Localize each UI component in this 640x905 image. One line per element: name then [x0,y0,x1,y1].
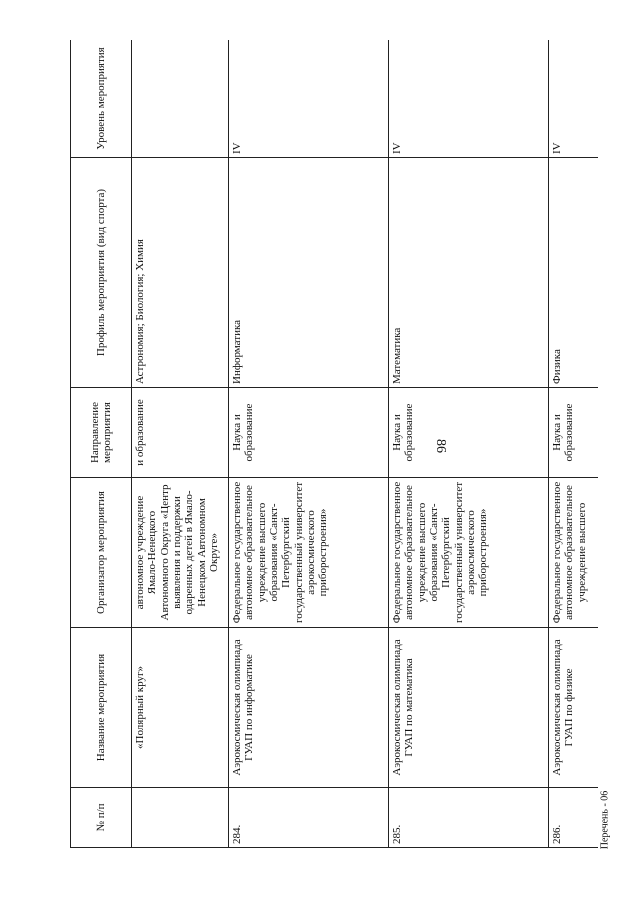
row-organizer: автономное учреждение Ямало-Ненецкого Автономного Округа «Центр выявления и поддержки одаренных детей в Ямало-Ненецком Автономном Округе» [132,478,229,628]
row-level: IV [549,40,599,158]
events-table [70,40,598,848]
table-row [389,40,549,848]
row-num: 286. [549,788,599,848]
row-name: Аэрокосмическая олимпиада ГУАП по физике [549,628,599,788]
row-name: Аэрокосмическая олимпиада ГУАП по информатике [229,628,389,788]
header-name: Название мероприятия [71,628,132,788]
row-num: 285. [389,788,549,848]
table-header-row [71,40,132,848]
row-level: IV [389,40,549,158]
row-name: Аэрокосмическая олимпиада ГУАП по математика [389,628,549,788]
row-profile: Информатика [229,158,389,388]
row-name: «Полярный круг» [132,628,229,788]
header-profile: Профиль мероприятия (вид спорта) [71,158,132,388]
page-number: 86 [433,439,448,453]
row-profile: Физика [549,158,599,388]
row-direction: Наука и образование [389,388,549,478]
row-num [132,788,229,848]
row-profile: Математика [389,158,549,388]
header-num: № п/п [71,788,132,848]
header-direction: Направление мероприятия [71,388,132,478]
row-organizer: Федеральное государственное автономное образовательное учреждение высшего образования «Санкт-Петербургский государственный университет аэрокосмического приборостроения» [229,478,389,628]
header-level: Уровень мероприятия [71,40,132,158]
document-page [70,40,598,848]
table-row [132,40,229,848]
table-row [549,40,599,848]
row-num: 284. [229,788,389,848]
row-direction: и образование [132,388,229,478]
table-row [229,40,389,848]
row-profile: Астрономия; Биология; Химия [132,158,229,388]
footer-code: Перечень - 06 [599,790,611,850]
header-organizer: Организатор мероприятия [71,478,132,628]
row-organizer: Федеральное государственное автономное образовательное учреждение высшего образования «Санкт-Петербургский государственный университет аэрокосмического приборостроения» [389,478,549,628]
row-organizer: Федеральное государственное автономное образовательное учреждение высшего [549,478,599,628]
row-level: IV [229,40,389,158]
row-direction: Наука и образование [549,388,599,478]
table-rotated-container [70,40,598,848]
row-level [132,40,229,158]
row-direction: Наука и образование [229,388,389,478]
